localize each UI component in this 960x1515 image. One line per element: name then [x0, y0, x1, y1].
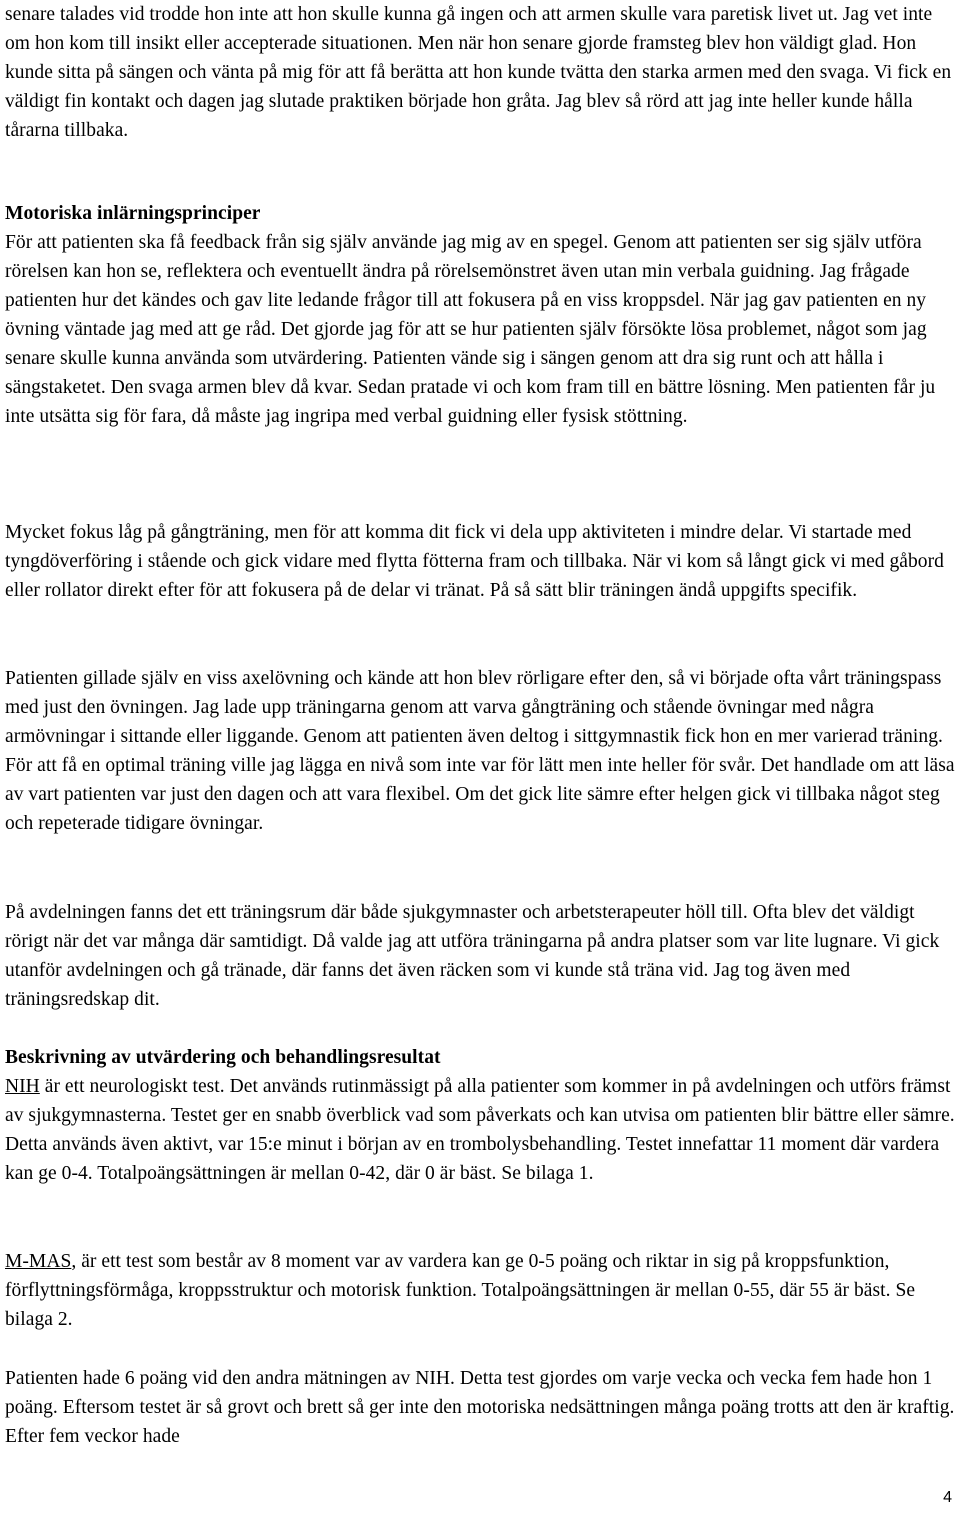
body-text: Patienten hade 6 poäng vid den andra mätningen av NIH. Detta test gjordes om varje vecka och vecka fem hade hon 1 poäng. Eftersom testet är så grovt och brett så ger inte den motoriska nedsättningen många poäng trotts att den är kraftig. Efter fem veckor hade	[5, 1368, 955, 1447]
page-number: 4	[943, 1489, 952, 1506]
paragraph-patient-emotions	[5, 0, 957, 145]
body-text-mmas	[5, 1247, 957, 1334]
section-evaluation	[5, 1043, 957, 1188]
body-text: Mycket fokus låg på gångträning, men för att komma dit fick vi dela upp aktiviteten i mindre delar. Vi startade med tyngdöverföring i stående och gick vidare med flytta fötterna fram och tillbaka. När vi kom så långt gick vi med gåbord eller rollator direkt efter för att fokusera på de delar vi tränat. På så sätt blir träningen ändå uppgifts specifik.	[5, 522, 944, 601]
mmas-abbreviation: M-MAS	[5, 1251, 72, 1272]
paragraph-exercise-plan	[5, 664, 957, 838]
body-text: senare talades vid trodde hon inte att hon skulle kunna gå ingen och att armen skulle vara paretisk livet ut. Jag vet inte om hon kom till insikt eller accepterade situationen. Men när hon senare gjorde framsteg blev hon väldigt glad. Hon kunde sitta på sängen och vänta på mig för att få berätta att hon kunde tvätta den starka armen med den svaga. Vi fick en väldigt fin kontakt och dagen jag slutade praktiken började hon gråta. Jag blev så rörd att jag inte heller kunde hålla tårarna tillbaka.	[5, 4, 952, 141]
section-heading-evaluation: Beskrivning av utvärdering och behandlingsresultat	[5, 1047, 441, 1068]
body-text-nih	[5, 1072, 957, 1188]
nih-abbreviation: NIH	[5, 1076, 40, 1097]
body-text: På avdelningen fanns det ett träningsrum där både sjukgymnaster och arbetsterapeuter höll till. Ofta blev det väldigt rörigt när det var många där samtidigt. Då valde jag att utföra träningarna på andra platser som var lite lugnare. Vi gick utanför avdelningen och gå tränade, där fanns det även räcken som vi kunde stå träna vid. Jag tog även med träningsredskap dit.	[5, 902, 940, 1010]
section-motor-learning	[5, 199, 957, 431]
body-text: Patienten gillade själv en viss axelövning och kände att hon blev rörligare efter den, så vi började ofta vårt träningspass med just den övningen. Jag lade upp träningarna genom att varva gångträning och stående övningar med några armövningar i sittande eller liggande. Genom att patienten även deltog i sittgymnastik fick hon en mer varierad träning. För att få en optimal träning ville jag lägga en nivå som inte var för lätt men inte heller för svår. Det handlade om att läsa av vart patienten var just den dagen och att vara flexibel. Om det gick lite sämre efter helgen gick vi tillbaka något steg och repeterade tidigare övningar.	[5, 668, 955, 834]
paragraph-results	[5, 1364, 957, 1451]
paragraph-mmas	[5, 1247, 957, 1334]
paragraph-gait-training	[5, 518, 957, 605]
mmas-description: , är ett test som består av 8 moment var av vardera kan ge 0-5 poäng och riktar in sig på kroppsfunktion, förflyttningsförmåga, kroppsstruktur och motorisk funktion. Totalpoängsättningen är mellan 0-55, där 55 är bäst. Se bilaga 2.	[5, 1251, 916, 1330]
body-text: För att patienten ska få feedback från sig själv använde jag mig av en spegel. Genom att patienten ser sig själv utföra rörelsen kan hon se, reflektera och eventuellt ändra på rörelsemönstret även utan min verbala guidning. Jag frågade patienten hur det kändes och gav lite ledande frågor till att fokusera på en viss kroppsdel. När jag gav patienten en ny övning väntade jag med att ge råd. Det gjorde jag för att se hur patienten själv försökte lösa problemet, något som jag senare skulle kunna använda som utvärdering. Patienten vände sig i sängen genom att dra sig runt och att hålla i sängstaketet. Den svaga armen blev då kvar. Sedan pratade vi och kom fram till en bättre lösning. Men patienten får ju inte utsätta sig för fara, då måste jag ingripa med verbal guidning eller fysisk stöttning.	[5, 232, 936, 427]
nih-description: är ett neurologiskt test. Det används rutinmässigt på alla patienter som kommer in på avdelningen och utförs främst av sjukgymnasterna. Testet ger en snabb överblick vad som påverkats och kan utvisa om patienten blir bättre eller sämre. Detta används även aktivt, var 15:e minut i början av en trombolysbehandling. Testet innefattar 11 moment där vardera kan ge 0-4. Totalpoängsättningen är mellan 0-42, där 0 är bäst. Se bilaga 1.	[5, 1076, 955, 1184]
section-heading-motor-learning: Motoriska inlärningsprinciper	[5, 203, 261, 224]
paragraph-training-room	[5, 898, 957, 1014]
